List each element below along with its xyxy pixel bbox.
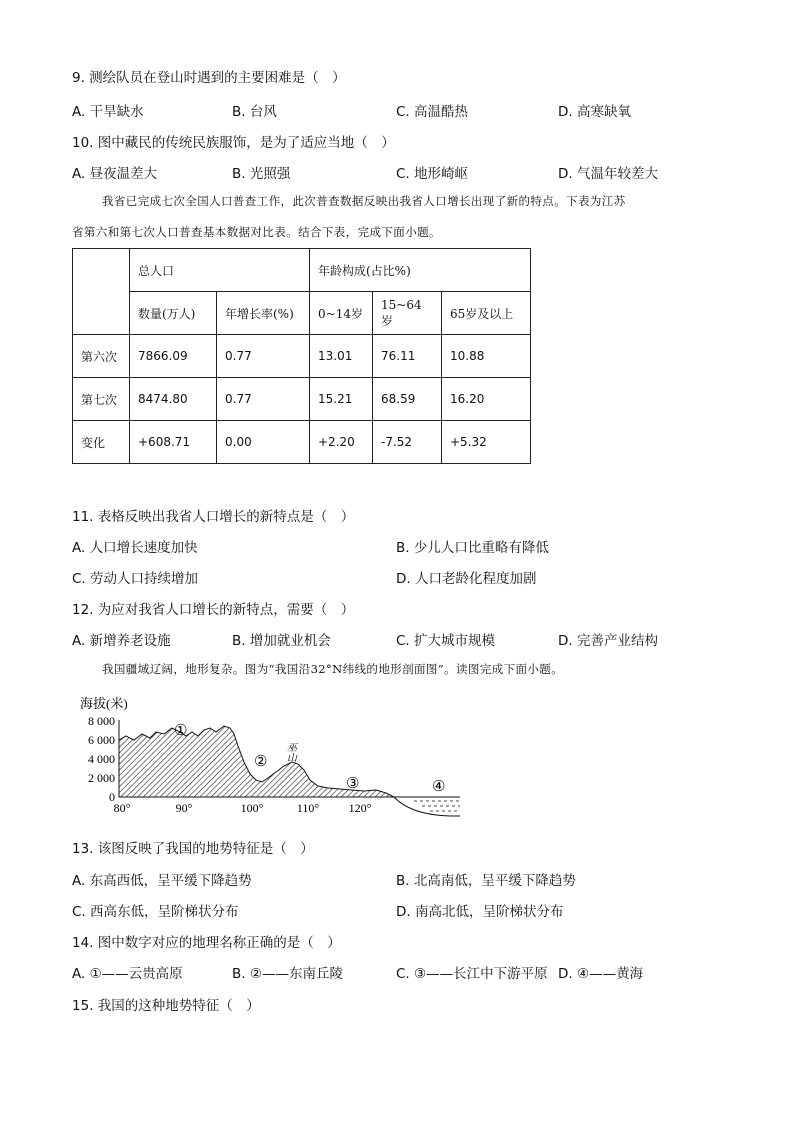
row-label: 第六次 xyxy=(73,335,130,378)
table-cell: 76.11 xyxy=(373,335,442,378)
table-cell: 15.21 xyxy=(310,378,373,421)
census-table xyxy=(72,248,531,464)
table-cell: 0.77 xyxy=(217,378,310,421)
q13-option-b[interactable]: B. 北高南低，呈平缓下降趋势 xyxy=(396,873,576,889)
table-cell: +5.32 xyxy=(442,421,531,464)
census-intro-line2: 省第六和第七次人口普查基本数据对比表。结合下表，完成下面小题。 xyxy=(72,225,441,239)
terrain-profile-figure xyxy=(78,692,478,822)
profile-intro-text: 我国疆域辽阔，地形复杂。图为“我国沿32°N纬线的地形剖面图”。读图完成下面小题。 xyxy=(102,662,564,676)
q10-option-d[interactable]: D. 气温年较差大 xyxy=(558,166,658,182)
q12-option-b[interactable]: B. 增加就业机会 xyxy=(232,633,331,649)
table-cell: 8474.80 xyxy=(130,378,217,421)
table-cell: +608.71 xyxy=(130,421,217,464)
x-tick: 80° xyxy=(113,801,131,815)
q12-option-a[interactable]: A. 新增养老设施 xyxy=(72,633,171,649)
question-10-stem: 10. 图中藏民的传统民族服饰，是为了适应当地（ ） xyxy=(72,135,395,151)
table-cell: 0.77 xyxy=(217,335,310,378)
q10-option-c[interactable]: C. 地形崎岖 xyxy=(396,166,469,182)
q12-option-c[interactable]: C. 扩大城市规模 xyxy=(396,633,496,649)
table-header-age: 年龄构成(占比%) xyxy=(310,249,531,292)
q12-option-d[interactable]: D. 完善产业结构 xyxy=(558,633,658,649)
q9-option-c[interactable]: C. 高温酷热 xyxy=(396,104,469,120)
q9-option-b[interactable]: B. 台风 xyxy=(232,104,277,120)
q11-option-c[interactable]: C. 劳动人口持续增加 xyxy=(72,571,199,587)
q10-option-a[interactable]: A. 昼夜温差大 xyxy=(72,166,158,182)
table-cell: 13.01 xyxy=(310,335,373,378)
table-cell: 68.59 xyxy=(373,378,442,421)
table-cell: 10.88 xyxy=(442,335,531,378)
marker-2: ② xyxy=(254,754,268,770)
q11-option-a[interactable]: A. 人口增长速度加快 xyxy=(72,540,198,556)
table-col-age-15-64: 15~64岁 xyxy=(373,292,442,335)
x-tick: 100° xyxy=(240,801,264,815)
question-11-stem: 11. 表格反映出我省人口增长的新特点是（ ） xyxy=(72,509,355,525)
q14-option-d[interactable]: D. ④——黄海 xyxy=(558,966,644,982)
census-intro-line1: 我省已完成七次全国人口普查工作，此次普查数据反映出我省人口增长出现了新的特点。下表为江苏 xyxy=(102,194,626,208)
x-tick: 120° xyxy=(348,801,372,815)
table-cell: +2.20 xyxy=(310,421,373,464)
q13-option-c[interactable]: C. 西高东低，呈阶梯状分布 xyxy=(72,904,239,920)
q14-option-c[interactable]: C. ③——长江中下游平原 xyxy=(396,966,548,982)
table-cell: -7.52 xyxy=(373,421,442,464)
q13-option-a[interactable]: A. 东高西低，呈平缓下降趋势 xyxy=(72,873,252,889)
marker-3: ③ xyxy=(346,776,360,792)
sea-water xyxy=(394,797,460,816)
table-cell: 16.20 xyxy=(442,378,531,421)
x-tick: 110° xyxy=(296,801,320,815)
table-cell: 7866.09 xyxy=(130,335,217,378)
table-col-age-0-14: 0~14岁 xyxy=(310,292,373,335)
table-row xyxy=(73,378,531,421)
question-13-stem: 13. 该图反映了我国的地势特征是（ ） xyxy=(72,841,314,857)
census-intro xyxy=(72,186,732,248)
question-12-stem: 12. 为应对我省人口增长的新特点，需要（ ） xyxy=(72,602,355,618)
y-tick: 8 000 xyxy=(88,714,115,728)
table-row xyxy=(73,421,531,464)
table-header-total: 总人口 xyxy=(130,249,310,292)
q9-option-a[interactable]: A. 干旱缺水 xyxy=(72,104,144,120)
table-cell: 0.00 xyxy=(217,421,310,464)
row-label: 变化 xyxy=(73,421,130,464)
table-corner-cell xyxy=(73,249,130,335)
question-15-stem: 15. 我国的这种地势特征（ ） xyxy=(72,998,260,1014)
q10-option-b[interactable]: B. 光照强 xyxy=(232,166,291,182)
q13-option-d[interactable]: D. 南高北低，呈阶梯状分布 xyxy=(396,904,564,920)
y-tick: 6 000 xyxy=(88,733,115,747)
table-col-age-65plus: 65岁及以上 xyxy=(442,292,531,335)
y-tick: 2 000 xyxy=(88,771,115,785)
q9-option-d[interactable]: D. 高寒缺氧 xyxy=(558,104,631,120)
question-14-stem: 14. 图中数字对应的地理名称正确的是（ ） xyxy=(72,935,341,951)
y-axis-label: 海拔(米) xyxy=(80,696,128,711)
x-tick: 90° xyxy=(175,801,193,815)
q14-option-b[interactable]: B. ②——东南丘陵 xyxy=(232,966,343,982)
table-row xyxy=(73,335,531,378)
marker-1: ① xyxy=(174,723,188,739)
y-tick: 4 000 xyxy=(88,752,115,766)
row-label: 第七次 xyxy=(73,378,130,421)
profile-intro xyxy=(72,654,732,685)
y-tick: 0 xyxy=(109,790,115,804)
q11-option-b[interactable]: B. 少儿人口比重略有降低 xyxy=(396,540,549,556)
q11-option-d[interactable]: D. 人口老龄化程度加剧 xyxy=(396,571,537,587)
q14-option-a[interactable]: A. ①——云贵高原 xyxy=(72,966,183,982)
table-col-growth: 年增长率(%) xyxy=(217,292,310,335)
marker-4: ④ xyxy=(432,779,446,795)
question-9-stem: 9. 测绘队员在登山时遇到的主要困难是（ ） xyxy=(72,70,346,86)
wushan-label: 巫山 xyxy=(284,742,296,762)
table-col-count: 数量(万人) xyxy=(130,292,217,335)
